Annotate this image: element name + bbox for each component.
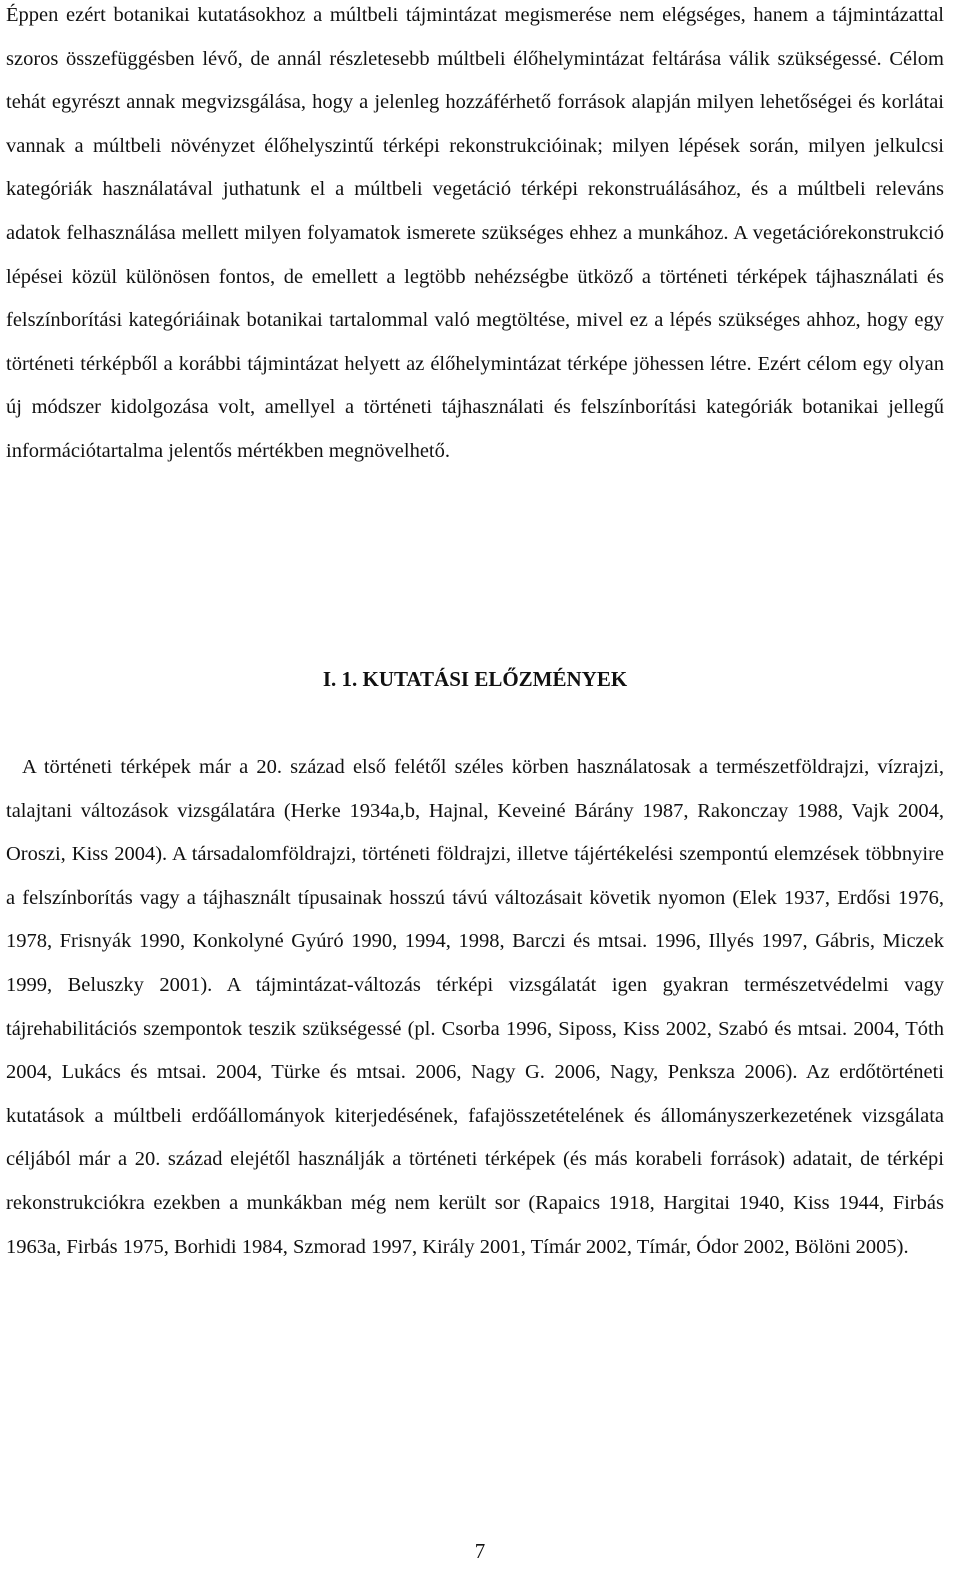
research-background-paragraph: A történeti térképek már a 20. század első felétől széles körben használatosak a természetföldrajzi, vízrajzi, talajtani változások vizsgálatára (Herke 1934a,b, Hajnal, Keveiné Bárány 1987, Rakonczay 1988, Vajk 2004, Oroszi, Kiss 2004). A társadalomföldrajzi, történeti földrajzi, illetve tájértékelési szempontú elemzések többnyire a felszínborítás vagy a tájhasznált típusainak hosszú távú változásait követik nyomon (Elek 1937, Erdősi 1976, 1978, Frisnyák 1990, Konkolyné Gyúró 1990, 1994, 1998, Barczi és mtsai. 1996, Illyés 1997, Gábris, Miczek 1999, Beluszky 2001). A tájmintázat-változás térképi vizsgálatát igen gyakran természetvédelmi vagy tájrehabilitációs szempontok teszik szükségessé (pl. Csorba 1996, Siposs, Kiss 2002, Szabó és mtsai. 2004, Tóth 2004, Lukács és mtsai. 2004, Türke és mtsai. 2006, Nagy G. 2006, Nagy, Penksza 2006). Az erdőtörténeti kutatások a múltbeli erdőállományok kiterjedésének, fafajösszetételének és állományszerkezetének vizsgálata céljából már a 20. század elejétől használják a történeti térképek (és más korabeli források) adatait, de térképi rekonstrukciókra ezekben a munkákban még nem került sor (Rapaics 1918, Hargitai 1940, Kiss 1944, Firbás 1963a, Firbás 1975, Borhidi 1984, Szmorad 1997, Király 2001, Tímár 2002, Tímár, Ódor 2002, Bölöni 2005). [6, 756, 944, 1258]
section-heading: I. 1. KUTATÁSI ELŐZMÉNYEK [322, 667, 628, 691]
intro-paragraph: Éppen ezért botanikai kutatásokhoz a múltbeli tájmintázat megismerése nem elégséges, hanem a tájmintázattal szoros összefüggésben lévő, de annál részletesebb múltbeli élőhelymintázat feltárása válik szükségessé. Célom tehát egyrészt annak megvizsgálása, hogy a jelenleg hozzáférhető források alapján milyen lehetőségei és korlátai vannak a múltbeli növényzet élőhelyszintű térképi rekonstrukcióinak; milyen lépések során, milyen jelkulcsi kategóriák használatával juthatunk el a múltbeli vegetáció térképi rekonstruálásához, és a múltbeli releváns adatok felhasználása mellett milyen folyamatok ismerete szükséges ehhez a munkához. A vegetációrekonstrukció lépései közül különösen fontos, de emellett a legtöbb nehézségbe ütköző a történeti térképek tájhasználati és felszínborítási kategóriáinak botanikai tartalommal való megtöltése, mivel ez a lépés szükséges ahhoz, hogy egy történeti térképből a korábbi tájmintázat helyett az élőhelymintázat térképe jöhessen létre. Ezért célom egy olyan új módszer kidolgozása volt, amellyel a történeti tájhasználati és felszínborítási kategóriák botanikai jellegű információtartalma jelentős mértékben megnövelhető. [6, 4, 944, 462]
page-number: 7 [474, 1539, 486, 1563]
